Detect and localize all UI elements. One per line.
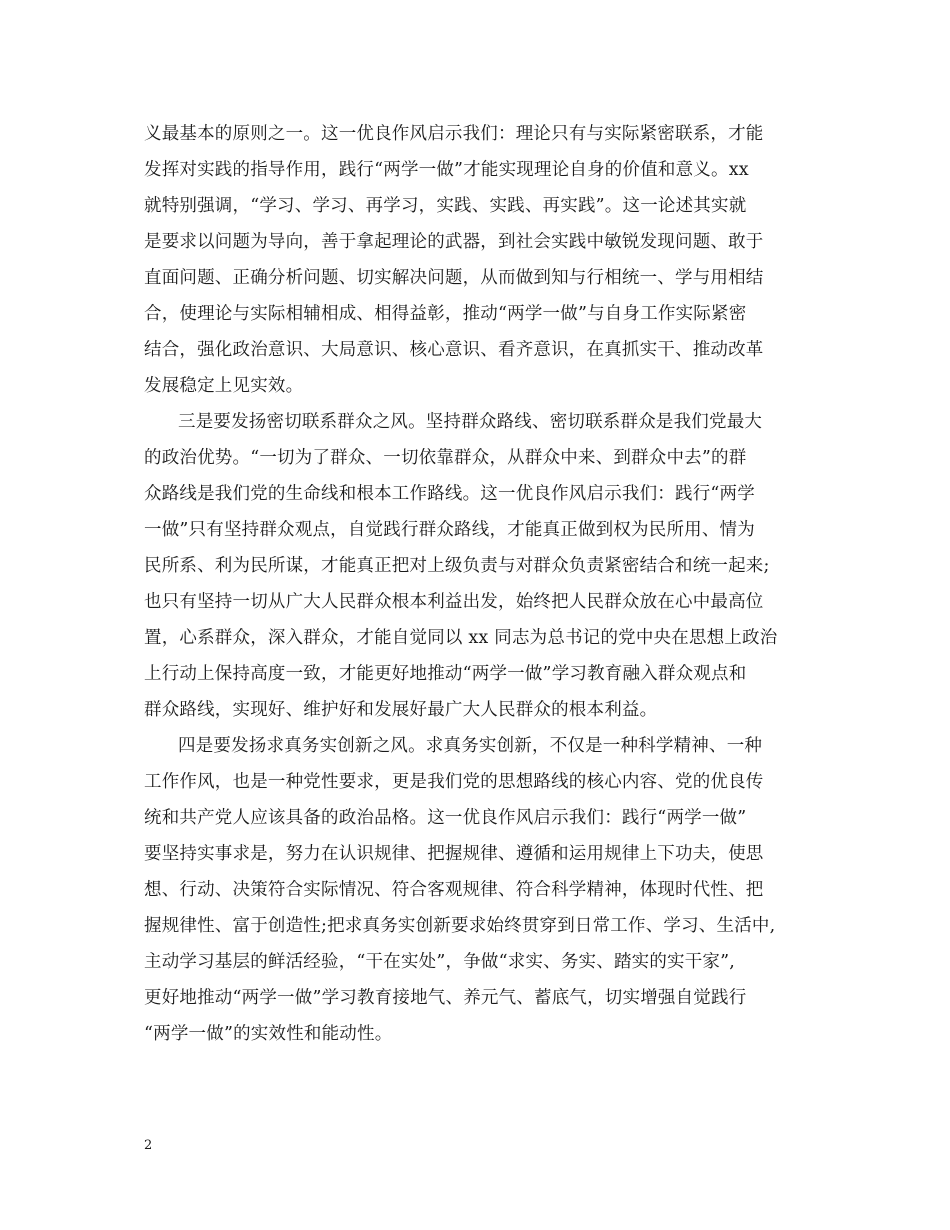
paragraph-line: 的政治优势。“一切为了群众、一切依靠群众，从群众中来、到群众中去”的群: [144, 448, 747, 468]
paragraph-line: 主动学习基层的鲜活经验，“干在实处”，争做“求实、务实、踏实的实干家”,: [144, 952, 736, 972]
paragraph-line: 结合，强化政治意识、大局意识、核心意识、看齐意识，在真抓实干、推动改革: [144, 340, 764, 360]
paragraph-line: 要坚持实事求是，努力在认识规律、把握规律、遵循和运用规律上下功夫，使思: [144, 844, 764, 864]
paragraph-line: 上行动上保持高度一致，才能更好地推动“两学一做”学习教育融入群众观点和: [144, 664, 747, 684]
paragraph-line: 统和共产党人应该具备的政治品格。这一优良作风启示我们：践行“两学一做”: [144, 808, 747, 828]
paragraph-line: 合，使理论与实际相辅相成、相得益彰，推动“两学一做”与自身工作实际紧密: [144, 304, 747, 324]
paragraph-line: 想、行动、决策符合实际情况、符合客观规律、符合科学精神，体现时代性、把: [144, 880, 764, 900]
paragraph-line: 民所系、利为民所谋，才能真正把对上级负责与对群众负责紧密结合和统一起来;: [144, 556, 770, 576]
page-number: 2: [144, 1138, 153, 1153]
paragraph-line: 发挥对实践的指导作用，践行“两学一做”才能实现理论自身的价值和意义。xx: [144, 160, 749, 180]
paragraph-line: 众路线是我们党的生命线和根本工作路线。这一优良作风启示我们：践行“两学: [144, 484, 755, 504]
paragraph-line: 直面问题、正确分析问题、切实解决问题，从而做到知与行相统一、学与用相结: [144, 268, 764, 288]
paragraph-line: 工作作风，也是一种党性要求，更是我们党的思想路线的核心内容、党的优良传: [144, 772, 764, 792]
paragraph-line: 发展稳定上见实效。: [144, 376, 304, 396]
paragraph-line: 义最基本的原则之一。这一优良作风启示我们：理论只有与实际紧密联系，才能: [144, 124, 764, 144]
paragraph-line: 握规律性、富于创造性;把求真务实创新要求始终贯穿到日常工作、学习、生活中,: [144, 916, 776, 936]
paragraph-line: 三是要发扬密切联系群众之风。坚持群众路线、密切联系群众是我们党最大: [178, 412, 763, 432]
paragraph-line: 一做”只有坚持群众观点，自觉践行群众路线，才能真正做到权为民所用、情为: [144, 520, 755, 540]
paragraph-line: 四是要发扬求真务实创新之风。求真务实创新，不仅是一种科学精神、一种: [178, 736, 763, 756]
paragraph-line: 置，心系群众，深入群众，才能自觉同以 xx 同志为总书记的党中央在思想上政治: [144, 628, 778, 648]
paragraph-line: 群众路线，实现好、维护好和发展好最广大人民群众的根本利益。: [144, 700, 658, 720]
paragraph-line: 就特别强调，“学习、学习、再学习，实践、实践、再实践”。这一论述其实就: [144, 196, 747, 216]
paragraph-line: 是要求以问题为导向，善于拿起理论的武器，到社会实践中敏锐发现问题、敢于: [144, 232, 764, 252]
paragraph-line: 也只有坚持一切从广大人民群众根本利益出发，始终把人民群众放在心中最高位: [144, 592, 764, 612]
paragraph-line: 更好地推动“两学一做”学习教育接地气、养元气、蓄底气，切实增强自觉践行: [144, 988, 747, 1008]
paragraph-line: “两学一做”的实效性和能动性。: [144, 1024, 393, 1044]
